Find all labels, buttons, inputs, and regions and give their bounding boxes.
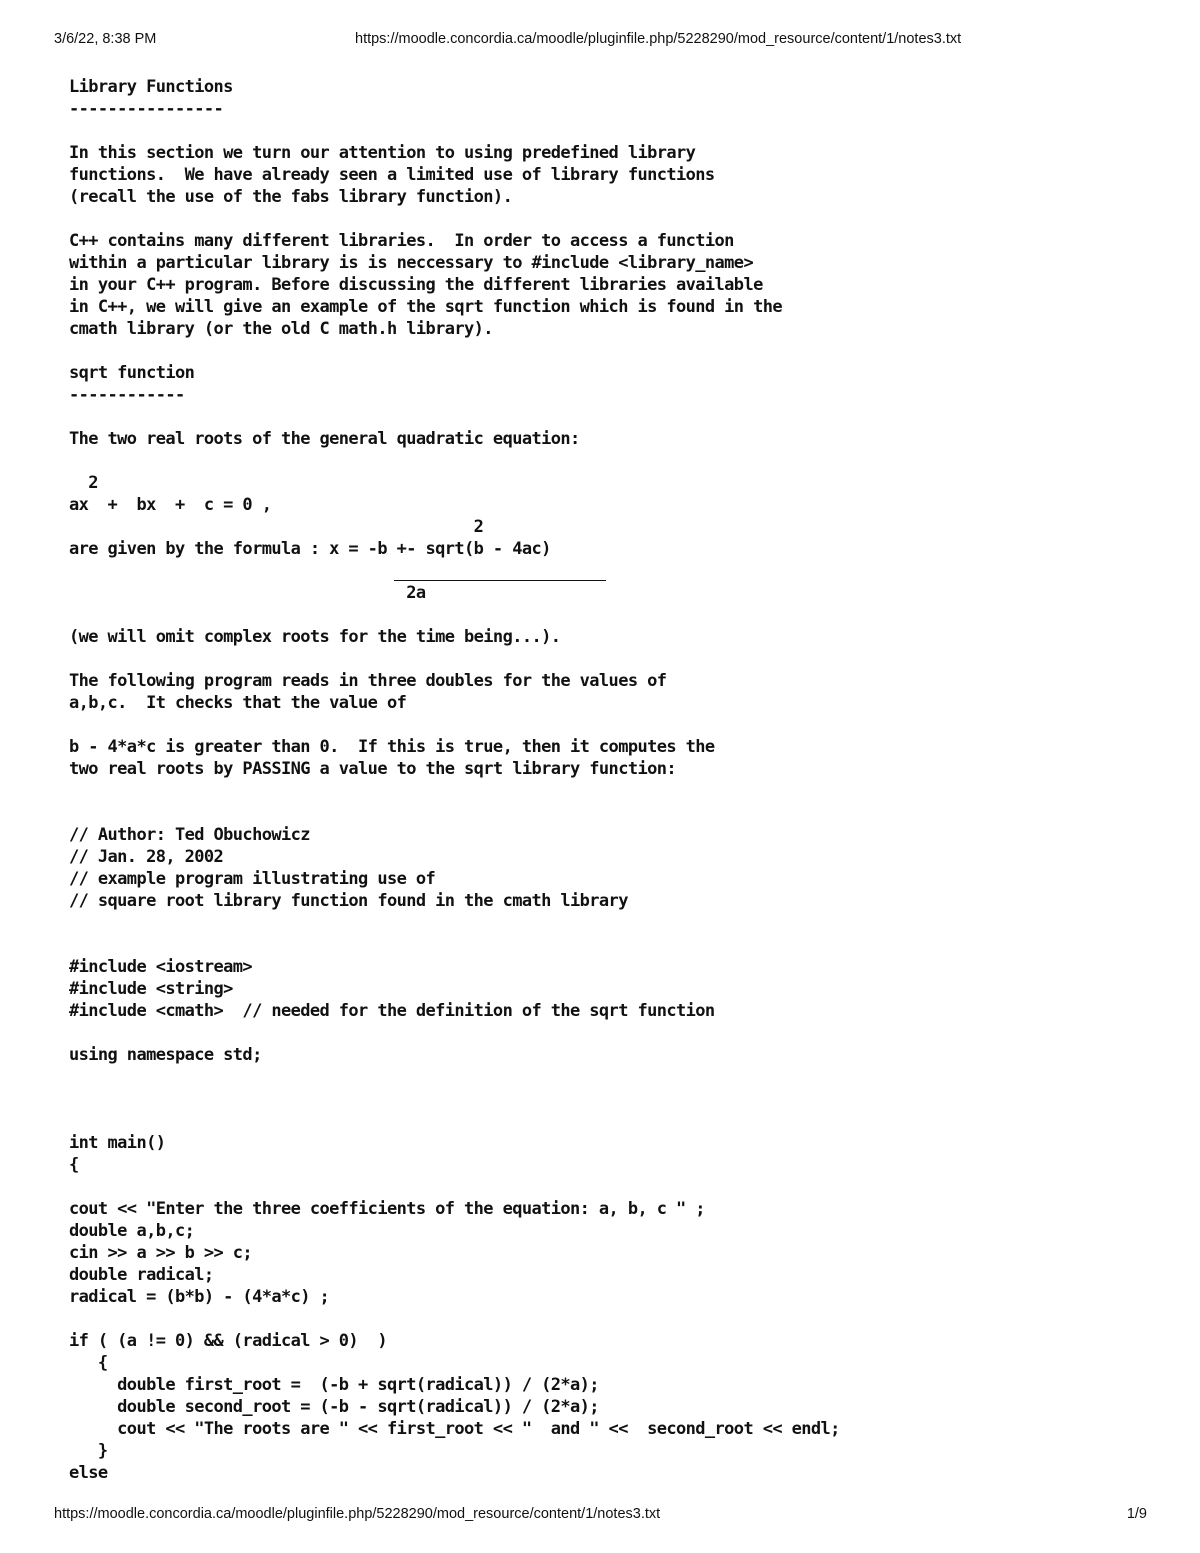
text-line: else — [69, 1463, 108, 1483]
text-line — [69, 340, 840, 362]
text-line: in C++, we will give an example of the sqrt function which is found in the — [69, 297, 782, 317]
text-line — [69, 780, 840, 802]
text-line — [69, 648, 840, 670]
text-line: (we will omit complex roots for the time being...). — [69, 627, 561, 647]
text-line: a,b,c. It checks that the value of — [69, 693, 407, 713]
text-line: cout << "Enter the three coefficients of the equation: a, b, c " ; — [69, 1199, 705, 1219]
text-line: { — [69, 1353, 108, 1373]
text-line: if ( (a != 0) && (radical > 0) ) — [69, 1331, 387, 1351]
text-line: 2a — [69, 583, 426, 603]
text-line: ax + bx + c = 0 , — [69, 495, 272, 515]
text-line: } — [69, 1441, 108, 1461]
text-line: int main() — [69, 1133, 166, 1153]
print-date: 3/6/22, 8:38 PM — [54, 31, 157, 47]
text-line: 2 — [69, 473, 98, 493]
text-line: are given by the formula : x = -b +- sqrt(b - 4ac) — [69, 539, 551, 559]
text-line: Library Functions — [69, 77, 233, 97]
text-line: b - 4*a*c is greater than 0. If this is true, then it computes the — [69, 737, 715, 757]
text-line: radical = (b*b) - (4*a*c) ; — [69, 1287, 330, 1307]
text-line: #include <iostream> — [69, 957, 253, 977]
text-line: 2 — [69, 517, 484, 537]
text-line: // Jan. 28, 2002 — [69, 847, 224, 867]
text-line: C++ contains many different libraries. In order to access a function — [69, 231, 734, 251]
text-line — [69, 1022, 840, 1044]
text-line: The following program reads in three doubles for the values of — [69, 671, 667, 691]
text-line: cin >> a >> b >> c; — [69, 1243, 253, 1263]
text-line — [69, 1066, 840, 1088]
text-line: // example program illustrating use of — [69, 869, 436, 889]
text-line — [69, 1176, 840, 1198]
text-line: (recall the use of the fabs library function). — [69, 187, 513, 207]
print-footer-url: https://moodle.concordia.ca/moodle/pluginfile.php/5228290/mod_resource/content/1/notes3.txt — [54, 1506, 661, 1522]
text-line: within a particular library is is neccessary to #include <library_name> — [69, 253, 754, 273]
print-header-url: https://moodle.concordia.ca/moodle/pluginfile.php/5228290/mod_resource/content/1/notes3.txt — [355, 31, 962, 47]
text-line: in your C++ program. Before discussing the different libraries available — [69, 275, 763, 295]
text-line: #include <cmath> // needed for the definition of the sqrt function — [69, 1001, 715, 1021]
text-line: #include <string> — [69, 979, 233, 999]
text-line: double a,b,c; — [69, 1221, 195, 1241]
text-line: cout << "The roots are " << first_root << " and " << second_root << endl; — [69, 1419, 840, 1439]
text-line: double radical; — [69, 1265, 214, 1285]
text-line: functions. We have already seen a limited use of library functions — [69, 165, 715, 185]
text-line — [69, 1088, 840, 1110]
text-line — [69, 1110, 840, 1132]
text-line: // Author: Ted Obuchowicz — [69, 825, 310, 845]
text-line — [69, 450, 840, 472]
text-line: { — [69, 1155, 79, 1175]
text-line: In this section we turn our attention to using predefined library — [69, 143, 696, 163]
text-line — [69, 934, 840, 956]
fraction-bar — [394, 580, 606, 581]
text-line — [69, 560, 840, 582]
text-line — [69, 1308, 840, 1330]
text-line: ---------------- — [69, 99, 224, 119]
text-line: The two real roots of the general quadratic equation: — [69, 429, 580, 449]
text-line — [69, 714, 840, 736]
page-number: 1/9 — [1126, 1506, 1147, 1522]
text-line — [69, 208, 840, 230]
text-line — [69, 604, 840, 626]
text-line — [69, 120, 840, 142]
text-line: cmath library (or the old C math.h library). — [69, 319, 493, 339]
text-line — [69, 912, 840, 934]
text-line: ------------ — [69, 385, 185, 405]
text-line: using namespace std; — [69, 1045, 262, 1065]
text-line: double second_root = (-b - sqrt(radical)) / (2*a); — [69, 1397, 599, 1417]
text-line — [69, 802, 840, 824]
text-line: sqrt function — [69, 363, 195, 383]
text-line: // square root library function found in the cmath library — [69, 891, 628, 911]
text-line — [69, 406, 840, 428]
text-line: double first_root = (-b + sqrt(radical)) / (2*a); — [69, 1375, 599, 1395]
document-text — [69, 76, 840, 1484]
text-line: two real roots by PASSING a value to the sqrt library function: — [69, 759, 676, 779]
